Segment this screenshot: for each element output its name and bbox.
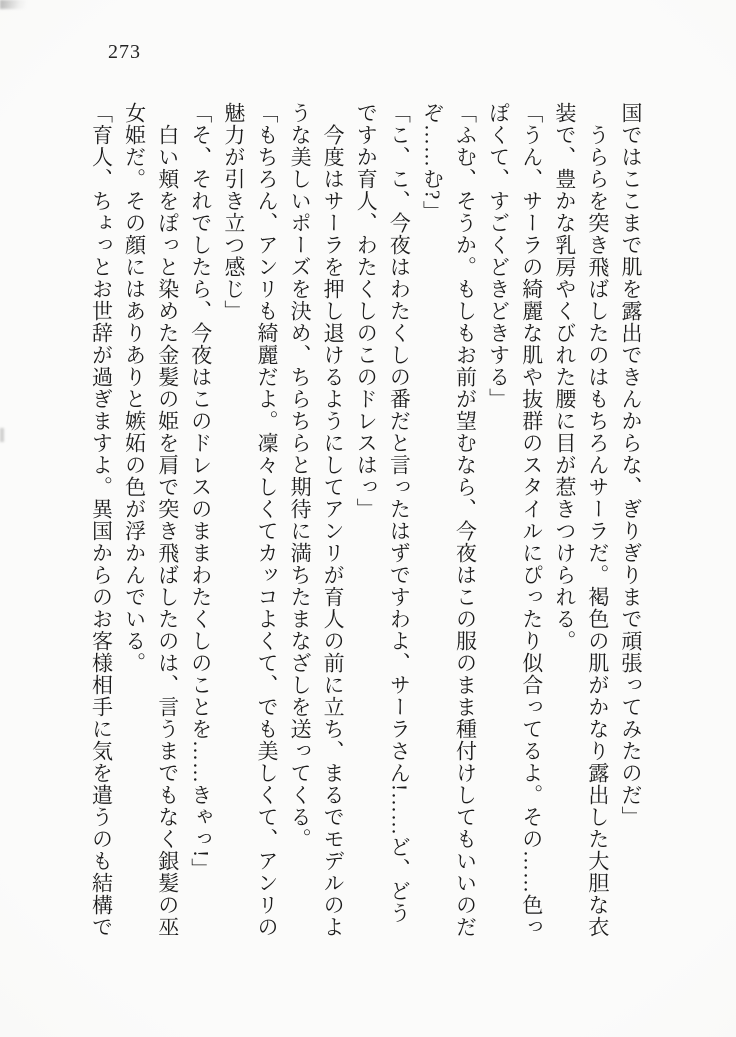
text-column-4: 「うん、サーラの綺麗な肌や抜群のスタイルにぴったり似合ってるよ。その……色っ	[519, 102, 544, 938]
text-column-8: 「こ、こ、今夜はわたくしの番だと言ったはずですわよ、サーラさん!……ど、どう	[387, 102, 412, 924]
text-column-6: 「ふむ、そうか。もしもお前が望むなら、今夜はこの服のまま種付けしてもいいのだ	[453, 102, 478, 938]
text-columns	[84, 102, 647, 954]
page-number: 273	[108, 41, 141, 63]
text-column-14: 「そ、それでしたら、今夜はこのドレスのままわたくしのことを……きゃっ!」	[188, 102, 213, 880]
text-column-3: 装で、豊かな乳房やくびれた腰に目が惹きつけられる。	[552, 102, 577, 652]
text-column-10: 今度はサーラを押し退けるようにしてアンリが育人の前に立ち、まるでモデルのよ	[321, 124, 346, 938]
text-column-15: 白い頬をぽっと染めた金髪の姫を肩で突き飛ばしたのは、言うまでもなく銀髪の巫	[155, 124, 180, 938]
text-column-12: 「もちろん、アンリも綺麗だよ。凜々しくてカッコよくて、でも美しくて、アンリの	[254, 102, 279, 938]
text-column-13: 魅力が引き立つ感じ」	[221, 102, 246, 322]
text-column-17: 「育人、ちょっとお世辞が過ぎますよ。異国からのお客様相手に気を遣うのも結構で	[89, 102, 114, 938]
scan-smudge-left	[0, 428, 4, 442]
text-column-11: うな美しいポーズを決め、ちらちらと期待に満ちたまなざしを送ってくる。	[288, 102, 313, 850]
text-column-16: 女姫だ。その顔にはありありと嫉妬の色が浮かんでいる。	[122, 102, 147, 674]
text-column-9: ですか育人、わたくしのこのドレスはっ」	[354, 102, 379, 520]
scan-smudge-topleft	[0, 0, 26, 9]
text-column-2: うららを突き飛ばしたのはもちろんサーラだ。褐色の肌がかなり露出した大胆な衣	[585, 124, 610, 938]
text-column-7: ぞ……む?」	[420, 102, 445, 223]
text-column-5: ぽくて、すごくどきどきする」	[486, 102, 511, 410]
text-column-1: 国ではここまで肌を露出できんからな、ぎりぎりまで頑張ってみたのだ」	[619, 102, 643, 828]
